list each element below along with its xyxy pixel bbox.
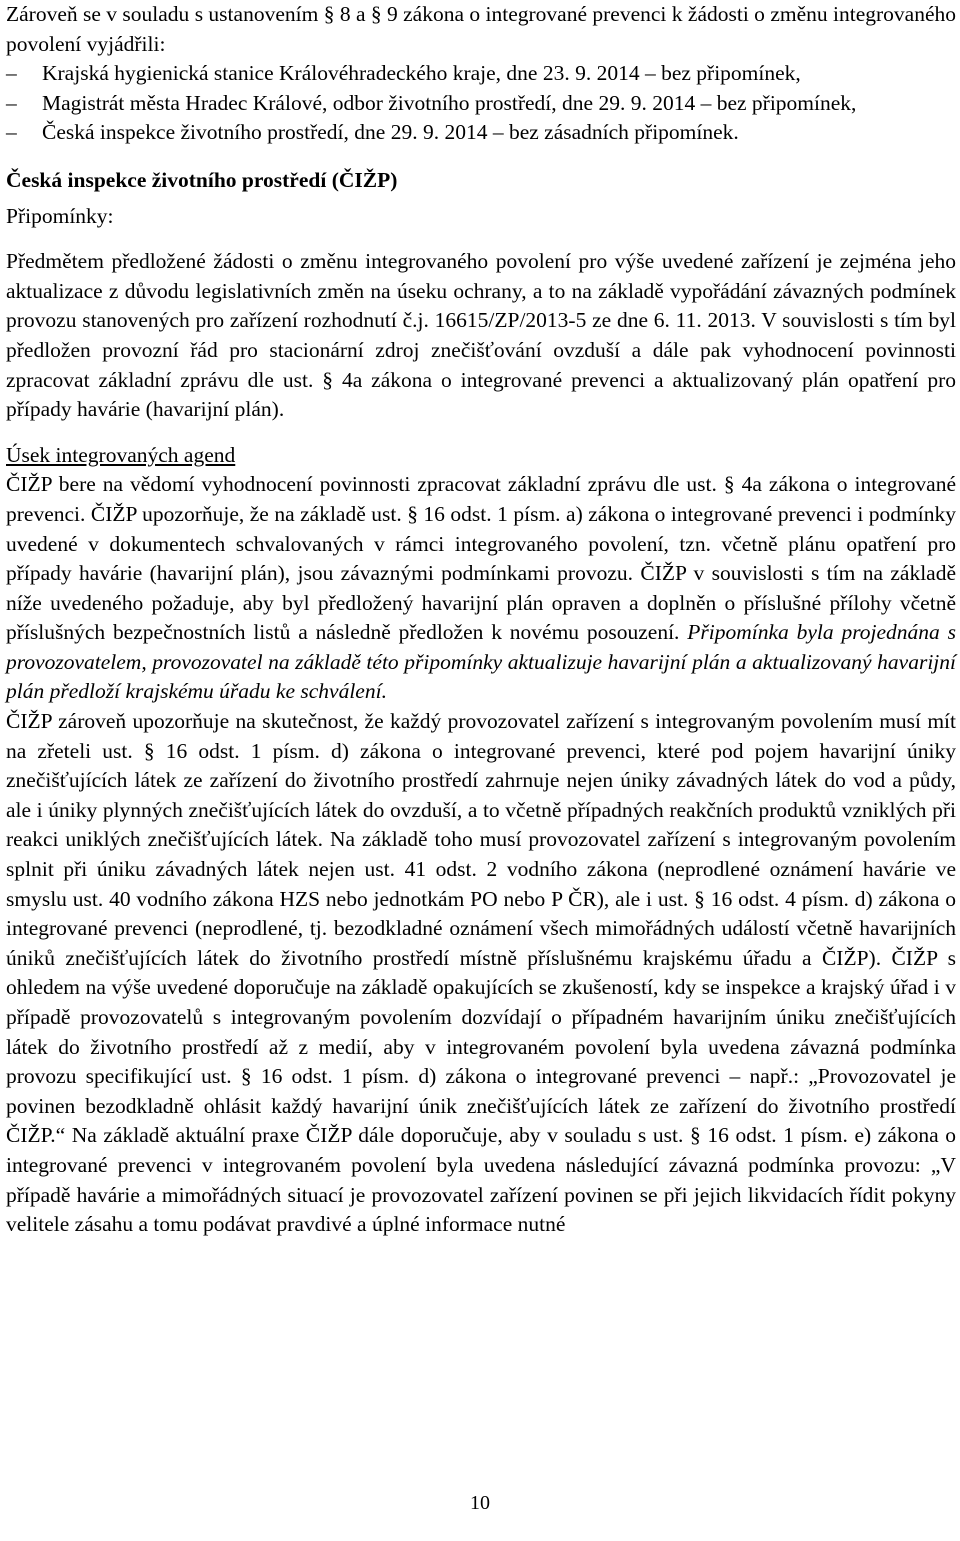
dash-bullet: – xyxy=(6,90,17,115)
list-item xyxy=(6,118,956,148)
list-item xyxy=(6,59,956,89)
list-item-text: Krajská hygienická stanice Královéhradeckého kraje, dne 23. 9. 2014 – bez připomínek, xyxy=(42,61,801,86)
statement-list xyxy=(6,59,956,148)
list-item-text: Česká inspekce životního prostředí, dne 29. 9. 2014 – bez zásadních připomínek. xyxy=(42,120,739,145)
comments-label: Připomínky: xyxy=(6,203,114,228)
agenda-paragraph-1-note: Připomínka byla projednána s provozovatelem, provozovatel na základě této připomínky aktualizuje havarijní plán a aktualizovaný havarijní plán předloží krajskému úřadu ke schválení. xyxy=(6,620,956,704)
list-item-text: Magistrát města Hradec Králové, odbor životního prostředí, dne 29. 9. 2014 – bez připomínek, xyxy=(42,90,857,115)
page-number: 10 xyxy=(470,1492,490,1514)
agenda-paragraph-2: ČIŽP zároveň upozorňuje na skutečnost, že každý provozovatel zařízení s integrovaným povolením musí mít na zřeteli ust. § 16 odst. 1 písm. d) zákona o integrované prevenci, které pod pojem havarijní úniky znečišťujících látek ze zařízení do životního prostředí zahrnuje nejen úniky závadných látek do vod a půdy, ale i úniky plynných znečišťujících látek do ovzduší, a to včetně případných reakčních produktů vzniklých při reakci uniklých znečišťujících látek. Na základě toho musí provozovatel zařízení s integrovaným povolením splnit při úniku závadných látek nejen ust. 41 odst. 2 vodního zákona (neprodlené oznámení havárie ve smyslu ust. 40 vodního zákona HZS nebo jednotkám PO nebo P ČR), ale i ust. § 16 odst. 4 písm. d) zákona o integrované prevenci (neprodlené, tj. bezodkladné oznámení všech mimořádných událostí včetně havarijních úniků znečišťujících látek do životního prostředí místně příslušnému krajskému úřadu a ČIŽP). ČIŽP s ohledem na výše uvedené doporučuje na základě opakujících se zkušeností, kdy se inspekce a krajský úřad i v případě provozovatelů s integrovaným povolením dozvídají o případném havarijním úniku znečišťujících látek do životního prostředí až z medií, aby v integrovaném povolení byla uvedena závazná podmínka provozu specifikující ust. § 16 odst. 1 písm. d) zákona o integrované prevenci – např.: „Provozovatel je povinen bezodkladně ohlásit každý havarijní únik znečišťujících látek ze zařízení do životního prostředí ČIŽP.“ Na základě aktuální praxe ČIŽP dále doporučuje, aby v souladu s ust. § 16 odst. 1 písm. e) zákona o integrované prevenci v integrovaném povolení byla uvedena následující závazná podmínka provozu: „V případě havárie a mimořádných situací je provozovatel zařízení povinen se při jejich likvidacích řídit pokyny velitele zásahu a tomu podávat pravdivé a úplné informace nutné xyxy=(6,709,956,1237)
document-body xyxy=(6,0,956,1240)
section-heading-agenda: Úsek integrovaných agend xyxy=(6,442,236,467)
cizp-paragraph: Předmětem předložené žádosti o změnu integrovaného povolení pro výše uvedené zařízení je zejména jeho aktualizace z důvodu legislativních změn na úseku ochrany, a to na základě vypořádání závazných podmínek provozu stanovených pro zařízení rozhodnutí č.j. 16615/ZP/2013-5 ze dne 6. 11. 2013. V souvislosti s tím byl předložen provozní řád pro stacionární zdroj znečišťování ovzduší a dále pak vyhodnocení povinnosti zpracovat základní zprávu dle ust. § 4a zákona o integrované prevenci a aktualizovaný plán opatření pro případy havárie (havarijní plán). xyxy=(6,249,956,422)
section-heading-cizp: Česká inspekce životního prostředí (ČIŽP) xyxy=(6,167,398,192)
dash-bullet: – xyxy=(6,120,17,145)
dash-bullet: – xyxy=(6,61,17,86)
agenda-paragraph-1-text: ČIŽP bere na vědomí vyhodnocení povinnosti zpracovat základní zprávu dle ust. § 4a zákona o integrované prevenci. ČIŽP upozorňuje, že na základě ust. § 16 odst. 1 písm. a) zákona o integrované prevenci i podmínky uvedené v dokumentech schvalovaných v rámci integrovaného povolení, tzn. včetně plánu opatření pro případy havárie (havarijní plán), jsou závaznými podmínkami provozu. ČIŽP v souvislosti s tím na základě níže uvedeného požaduje, aby byl předložený havarijní plán opraven a doplněn o příslušné přílohy včetně příslušných bezpečnostních listů a následně předložen k novému posouzení. xyxy=(6,472,956,645)
intro-paragraph: Zároveň se v souladu s ustanovením § 8 a § 9 zákona o integrované prevenci k žádosti o změnu integrovaného povolení vyjádřili: xyxy=(6,2,956,56)
agenda-paragraph-1 xyxy=(6,470,956,707)
list-item xyxy=(6,89,956,119)
